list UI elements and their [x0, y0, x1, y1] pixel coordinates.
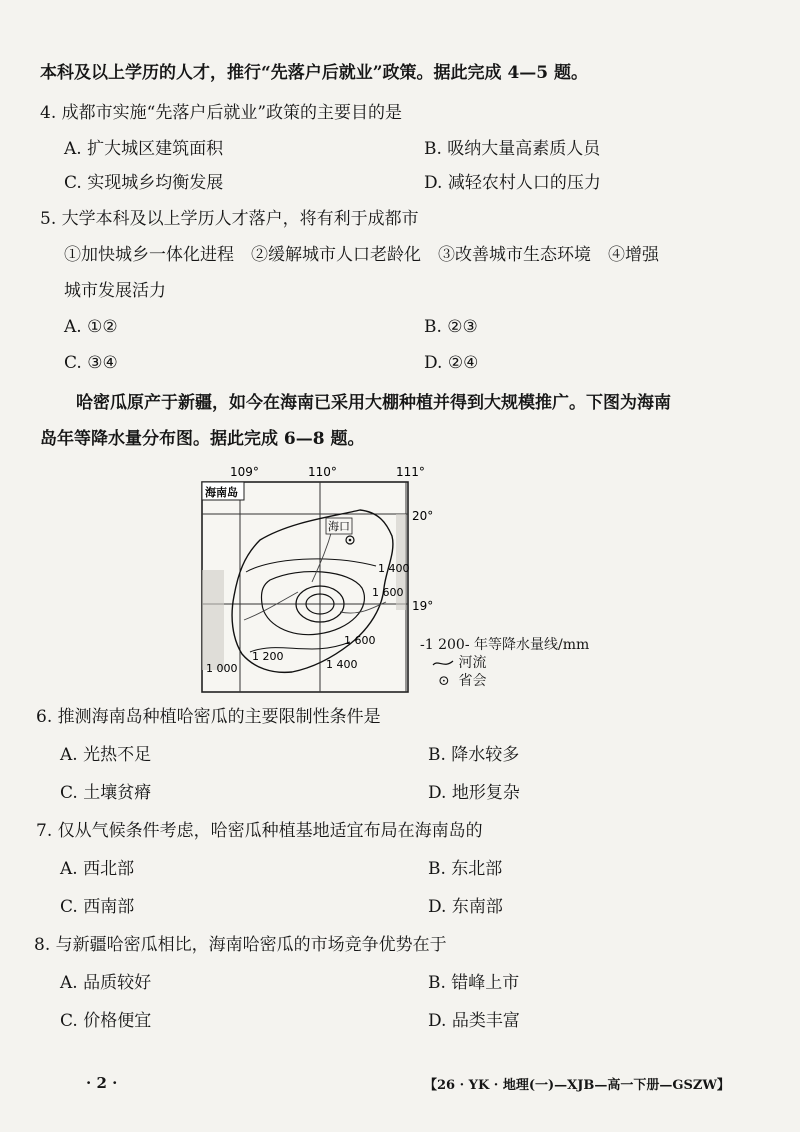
footer-code: 【26 · YK · 地理(一)—XJB—高一下册—GSZW】 — [424, 1078, 730, 1093]
legend-capital-label: 省会 — [458, 673, 487, 689]
question-8-stem: 8. 与新疆哈密瓜相比，海南哈密瓜的市场竞争优势在于 — [34, 935, 447, 955]
question-4-stem: 4. 成都市实施“先落户后就业”政策的主要目的是 — [40, 103, 403, 123]
legend-isohyet-label: 年等降水量线/mm — [474, 637, 590, 653]
sea-shade-west — [202, 570, 224, 670]
q5-choices-line2: 城市发展活力 — [64, 281, 166, 301]
lat-label-19: 19° — [412, 599, 434, 613]
legend-isohyet-sample: -1 200- — [420, 637, 470, 653]
q5-option-c: C. ③④ — [64, 353, 118, 373]
map-title: 海南岛 — [205, 486, 238, 499]
capital-icon: ⊙ — [438, 673, 450, 689]
question-5-stem: 5. 大学本科及以上学历人才落户，将有利于成都市 — [40, 209, 419, 229]
legend-capital — [438, 670, 486, 690]
legend-river-icon — [432, 657, 454, 669]
isohyet-label-1000: 1 000 — [206, 662, 238, 675]
q4-option-d: D. 减轻农村人口的压力 — [424, 173, 601, 193]
q5-option-d: D. ②④ — [424, 353, 479, 373]
city-label-haikou: 海口 — [328, 520, 350, 533]
q8-option-b: B. 错峰上市 — [428, 973, 520, 993]
isohyet-label-1400-south: 1 400 — [326, 658, 358, 671]
q4-option-a: A. 扩大城区建筑面积 — [64, 139, 224, 159]
passage1-tail: 本科及以上学历的人才，推行“先落户后就业”政策。据此完成 4—5 题。 — [40, 63, 589, 83]
q8-option-a: A. 品质较好 — [60, 973, 152, 993]
capital-dot — [349, 539, 352, 542]
lon-label-110: 110° — [308, 465, 337, 479]
legend-river — [432, 652, 486, 672]
q8-option-c: C. 价格便宜 — [60, 1011, 152, 1031]
q8-option-d: D. 品类丰富 — [428, 1011, 520, 1031]
q7-option-c: C. 西南部 — [60, 897, 135, 917]
isohyet-label-1600-south: 1 600 — [344, 634, 376, 647]
page-number: · 2 · — [86, 1074, 118, 1092]
question-7-stem: 7. 仅从气候条件考虑，哈密瓜种植基地适宜布局在海南岛的 — [36, 821, 483, 841]
q6-option-c: C. 土壤贫瘠 — [60, 783, 152, 803]
lon-label-109: 109° — [230, 465, 259, 479]
q4-option-b: B. 吸纳大量高素质人员 — [424, 139, 601, 159]
legend-isohyet — [420, 634, 589, 654]
q5-option-a: A. ①② — [64, 317, 118, 337]
q6-option-b: B. 降水较多 — [428, 745, 520, 765]
isohyet-label-1600-east: 1 600 — [372, 586, 404, 599]
lon-label-111: 111° — [396, 465, 425, 479]
q6-option-a: A. 光热不足 — [60, 745, 152, 765]
isohyet-label-1400-east: 1 400 — [378, 562, 410, 575]
q4-option-c: C. 实现城乡均衡发展 — [64, 173, 224, 193]
q7-option-b: B. 东北部 — [428, 859, 503, 879]
lat-label-20: 20° — [412, 509, 434, 523]
q7-option-a: A. 西北部 — [60, 859, 135, 879]
isohyet-label-1200: 1 200 — [252, 650, 284, 663]
question-6-stem: 6. 推测海南岛种植哈密瓜的主要限制性条件是 — [36, 707, 381, 727]
passage2-line2: 岛年等降水量分布图。据此完成 6—8 题。 — [40, 429, 365, 449]
legend-river-label: 河流 — [458, 655, 487, 671]
q5-choices-line1: ①加快城乡一体化进程 ②缓解城市人口老龄化 ③改善城市生态环境 ④增强 — [64, 245, 659, 265]
q5-option-b: B. ②③ — [424, 317, 478, 337]
passage2-line1: 哈密瓜原产于新疆，如今在海南已采用大棚种植并得到大规模推广。下图为海南 — [76, 393, 671, 413]
q7-option-d: D. 东南部 — [428, 897, 503, 917]
q6-option-d: D. 地形复杂 — [428, 783, 520, 803]
